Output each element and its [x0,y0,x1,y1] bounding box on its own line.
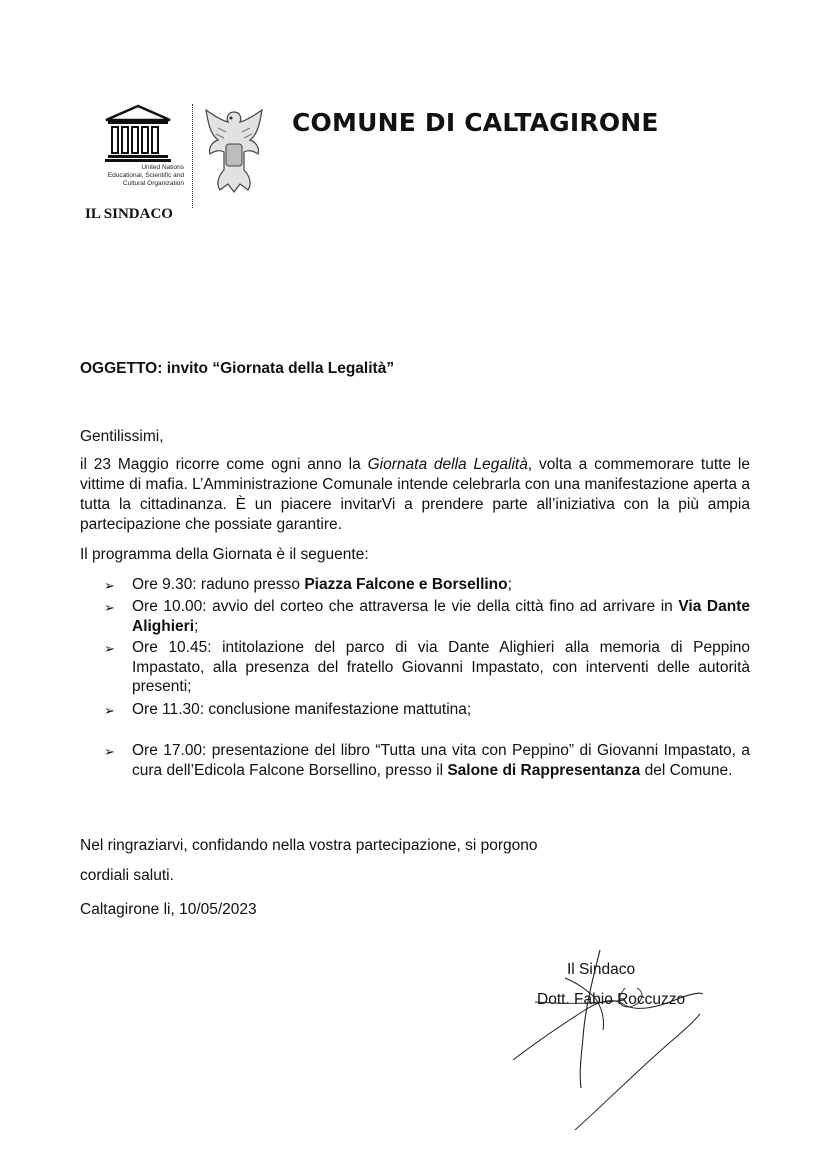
unesco-subtitle-3: Cultural Organization [122,180,184,187]
program-item-bold: Via Dante Alighieri [132,598,750,635]
handwritten-signature [505,948,705,1133]
signature-name: Dott. Fabio Roccuzzo [537,991,686,1008]
program-item [104,638,750,697]
program-item-text: Ore 9.30: raduno presso [132,576,305,593]
intro-text-2: , volta a commemorare tutte le vittime di mafia. L’Amministrazione Comunale intende celebrarla con una manifestazione aperta a tutta la cittadinanza. È un piacere invitarVi a prendere parte all’iniziativa con la più ampia partecipazione che possiate garantire. [80,456,750,533]
arrow-bullet-icon: ➢ [104,578,115,593]
intro-italic-event: Giornata della Legalità [367,456,528,473]
arrow-bullet-icon: ➢ [104,703,115,718]
unesco-subtitle-2: Educational, Scientific and [107,172,184,179]
program-item [104,597,750,636]
signature-role: Il Sindaco [567,961,636,978]
closing-line: Nel ringraziarvi, confidando nella vostra partecipazione, si porgono [80,837,538,854]
unesco-temple-icon [88,104,188,164]
sender-heading: IL SINDACO [85,206,173,222]
program-item-text: Ore 10.45: intitolazione del parco di via Dante Alighieri alla memoria di Peppino Impastato, alla presenza del fratello Giovanni Impastato, con interventi delle autorità presenti; [132,639,750,695]
program-item-after: ; [194,617,199,635]
header-divider [192,104,197,208]
coat-of-arms-eagle-icon [198,104,270,196]
greeting: Gentilissimi, [80,428,164,445]
program-intro: Il programma della Giornata è il seguente: [80,546,369,563]
program-item [104,741,750,780]
arrow-bullet-icon: ➢ [104,600,115,615]
arrow-bullet-icon: ➢ [104,641,115,656]
program-item-bold: Piazza Falcone e Borsellino [304,576,508,593]
program-item-after: ; [507,576,512,593]
program-item [104,575,750,595]
program-item-text: Ore 11.30: conclusione manifestazione mattutina; [132,701,472,718]
unesco-subtitle-1: United Nations [141,164,184,171]
program-item-text: Ore 10.00: avvio del corteo che attraversa le vie della città fino ad arrivare in [132,598,679,615]
program-item-text: Ore 17.00: presentazione del libro “Tutta una vita con Peppino” di Giovanni Impastato, a cura dell’Edicola Falcone Borsellino, presso il [132,742,750,779]
program-item [104,700,750,720]
program-item-bold: Salone di Rappresentanza [447,761,641,779]
intro-text-1: il 23 Maggio ricorre come ogni anno la [80,456,368,473]
intro-paragraph [80,455,750,535]
arrow-bullet-icon: ➢ [104,744,115,759]
closing-greeting: cordiali saluti. [80,867,174,884]
subject-line: OGGETTO: invito “Giornata della Legalità” [80,360,395,377]
municipality-title: COMUNE DI CALTAGIRONE [292,108,659,137]
program-item-after: del Comune. [640,761,733,779]
place-date: Caltagirone li, 10/05/2023 [80,901,257,918]
